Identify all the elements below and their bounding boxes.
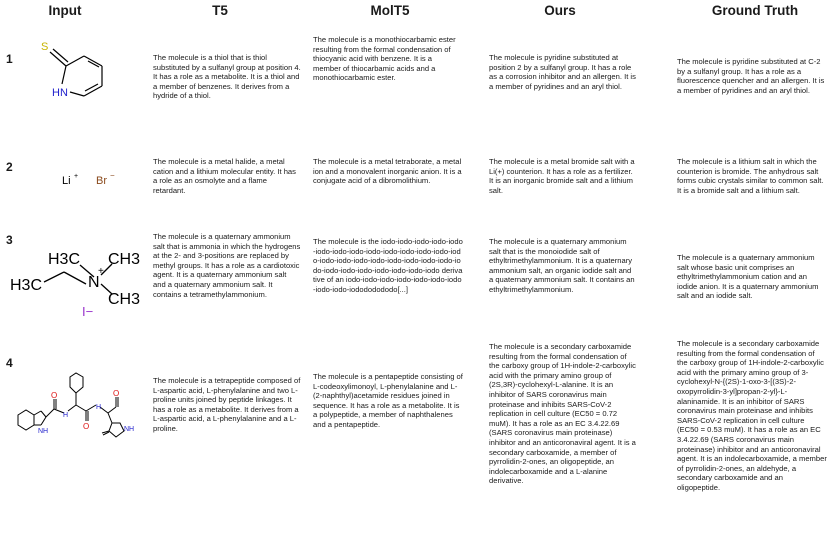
molecule-2-structure	[60, 168, 130, 190]
row-number-4: 4	[6, 356, 13, 370]
row-3-t5-caption: The molecule is a quaternary ammonium salt that is ammonia in which the hydrogens at the 2- and 3-positions are replaced by methyl groups. It has a role as a cardiotoxic agent. It is a quaternary ammonium salt and a quaternary ammonium salt. It contains a tetramethylammonium.	[153, 232, 301, 299]
lithium-charge: +	[74, 173, 79, 180]
sulfur-label: S	[41, 41, 49, 53]
molecule-1-structure	[40, 40, 130, 120]
row-1-t5-caption: The molecule is a thiol that is thiol substituted by a sulfanyl group at position 4. It has a role as a metabolite. It is a thiol and a member of benzenes. It derives from a hydride of a thiol.	[153, 53, 301, 101]
nh-label-lactam: NH	[124, 426, 135, 433]
row-3-ground-truth-caption: The molecule is a quaternary ammonium salt whose basic unit comprises an ethyltrimethylammonium cation and an iodide anion. It is a quaternary ammonium salt and an iodide salt.	[677, 253, 819, 301]
nh-label-amide-2: H	[96, 404, 102, 411]
row-2-ground-truth-caption: The molecule is a lithium salt in which the counterion is bromide. The anhydrous salt forms cubic crystals similar to common salt. It is a bromide salt and a lithium salt.	[677, 157, 824, 195]
bromine-charge: −	[110, 171, 115, 180]
nh-label: HN	[52, 87, 68, 99]
oxygen-label-amide-2: O	[83, 422, 90, 431]
row-1-molt5-caption: The molecule is a monothiocarbamic ester resulting from the formal condensation of thiocyanic acid with benzene. It is a member of thiocarbamic acids and a monothiocarbamic ester.	[313, 35, 456, 83]
row-1-ground-truth-caption: The molecule is pyridine substituted at C-2 by a sulfanyl group. It has a role as a fluorescence quencher and an allergen. It is a member of pyridines and an aryl thiol.	[677, 57, 825, 95]
lithium-label: Li	[62, 175, 71, 187]
nitrogen-charge: +	[98, 266, 104, 277]
methyl-label-left: H3C	[10, 277, 43, 294]
methyl-label-bottom-right: CH3	[108, 291, 141, 308]
oxygen-label-aldehyde: O	[113, 389, 120, 398]
molecule-3-structure	[8, 238, 143, 323]
row-4-ground-truth-caption: The molecule is a secondary carboxamide resulting from the formal condensation of the carboxy group of 1H-indole-2-carboxylic acid with the primary amino group of 3-cyclohexyl-N-{(2S)-1-oxo-3-[(3S)-2-oxopyrrolidin-3-yl]propan-2-yl}-L-alaninamide. It is an inhibitor of SARS coronavirus main proteinase and inhibits SARS-CoV-2 replication in cell culture (EC50 = 0.53 muM). It has a role as an EC 3.4.22.69 (SARS coronavirus main proteinase) inhibitor and an anticoronaviral agent. It is an indolecarboxamide, a member of pyrrolidin-2-ones, an aldehyde, a secondary carboxamide and an oligopeptide.	[677, 339, 827, 492]
iodide-label: I−	[82, 304, 94, 319]
nh-label-amide-1: H	[63, 412, 69, 419]
oxygen-label-amide-1: O	[51, 391, 58, 400]
row-number-1: 1	[6, 52, 13, 66]
header-molt5: MolT5	[370, 3, 410, 18]
row-2-ours-caption: The molecule is a metal bromide salt with a Li(+) counterion. It has a role as a fertilizer. It is an inorganic bromide salt and a lithium salt.	[489, 157, 635, 195]
row-3-molt5-caption: The molecule is the iodo-iodo-iodo-iodo-iodo-iodo-iodo-iodo-iodo-iodo-iodo-iodo-iodo-iodo-iodo-iodo-iodo-iodo-iodo-iodo-iodo-iodo-iodo-iodo-iodo-iodo-iodo-iodo-iodo-iodo derivative of an iodo-iodo-iodo-iodo-iodo-iodo-iodo-iodo-iodo-iodododododo[...]	[313, 237, 463, 294]
row-3-ours-caption: The molecule is a quaternary ammonium salt that is the monoiodide salt of ethyltrimethylammonium. It is a quaternary ammonium salt, an organic iodide salt and a quaternary ammonium salt. It contains an ethyltrimethylammonium.	[489, 237, 635, 294]
bromine-label: Br	[96, 175, 107, 187]
nh-label-indole: NH	[38, 428, 49, 435]
header-ours: Ours	[544, 3, 576, 18]
header-input: Input	[48, 3, 82, 18]
methyl-label-top-right: CH3	[108, 251, 141, 268]
row-number-3: 3	[6, 233, 13, 247]
molecule-4-structure	[8, 365, 148, 445]
header-ground-truth: Ground Truth	[711, 3, 799, 18]
methyl-label-top-left: H3C	[48, 251, 81, 268]
header-t5: T5	[212, 3, 228, 18]
nitrogen-label: N	[88, 274, 100, 291]
row-2-molt5-caption: The molecule is a metal tetraborate, a metal ion and a monovalent inorganic anion. It is a conjugate acid of a dibromolithium.	[313, 157, 462, 186]
row-4-ours-caption: The molecule is a secondary carboxamide resulting from the formal condensation of the carboxy group of 1H-indole-2-carboxylic acid with the primary amino group of (2S,3R)-cyclohexyl-L-alanine. It is an inhibitor of SARS coronavirus main proteinase and inhibits SARS-CoV-2 replication in cell culture (EC50 = 0.72 muM). It has a role as an EC 3.4.22.69 (SARS coronavirus main proteinase) inhibitor and an anticoronaviral agent. It is a secondary carboxamide, a member of pyrrolidin-2-ones, an oligopeptide, an indolecarboxamide and a L-alanine derivative.	[489, 342, 636, 486]
row-1-ours-caption: The molecule is pyridine substituted at position 2 by a sulfanyl group. It has a role as a corrosion inhibitor and an allergen. It is a member of pyridines and an aryl thiol.	[489, 53, 636, 91]
row-2-t5-caption: The molecule is a metal halide, a metal cation and a lithium molecular entity. It has a role as an osmolyte and a flame retardant.	[153, 157, 296, 195]
row-4-t5-caption: The molecule is a tetrapeptide composed of L-aspartic acid, L-phenylalanine and two L-proline units joined by peptide linkages. It has a role as a metabolite. It derives from a L-aspartic acid, a L-phenylalanine and a L-proline.	[153, 376, 301, 433]
row-number-2: 2	[6, 160, 13, 174]
row-4-molt5-caption: The molecule is a pentapeptide consisting of L-codeoxylimonoyl, L-phenylalanine and L-(2-naphthyl)acetamide residues joined in sequence. It has a role as a metabolite. It is a polypeptide, a member of naphthalenes and a pentapeptide.	[313, 372, 463, 429]
